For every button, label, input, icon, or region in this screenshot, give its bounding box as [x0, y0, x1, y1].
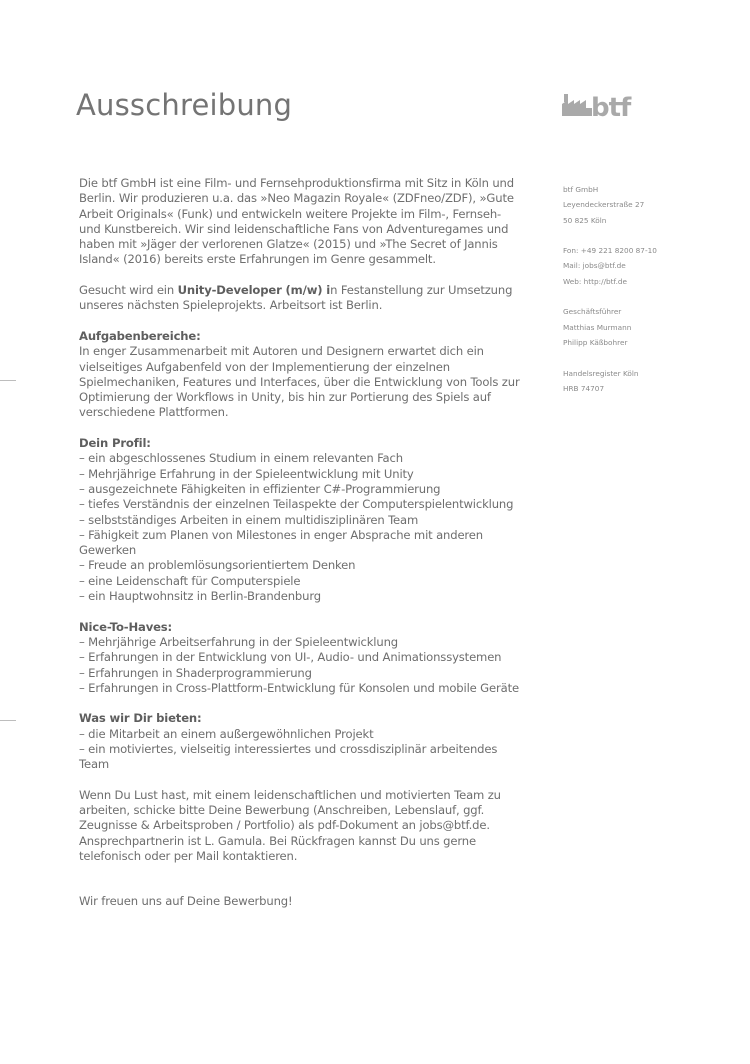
tasks-text: In enger Zusammenarbeit mit Autoren und Designern erwartet dich ein vielseitiges Aufgabenfeld von der Implementierung der einzelnen Spielmechaniken, Features und Interfaces, über die Entwicklung von Tools zur Optimierung der Workflows in Unity, bis hin zur Portierung des Spiels auf verschiedene Plattformen. — [79, 344, 520, 420]
tasks-heading: Aufgabenbereiche: — [79, 328, 201, 343]
list-item: – Mehrjährige Arbeitserfahrung in der Spieleentwicklung — [79, 634, 398, 649]
list-item: – ein Hauptwohnsitz in Berlin-Brandenburg — [79, 589, 321, 604]
list-item: – selbstständiges Arbeiten in einem multidisziplinären Team — [79, 512, 419, 527]
list-item: – ausgezeichnete Fähigkeiten in effizienter C#-Programmierung — [79, 481, 441, 496]
list-item: – ein motiviertes, vielseitig interessiertes und crossdisziplinär arbeitendes Team — [79, 741, 498, 772]
phone: Fon: +49 221 8200 87-10 — [563, 246, 657, 256]
closing-line: Wir freuen uns auf Deine Bewerbung! — [79, 894, 293, 909]
btf-logo — [562, 88, 638, 120]
company-info-sidebar — [563, 182, 713, 411]
offer-list — [79, 727, 524, 773]
offer-heading: Was wir Dir bieten: — [79, 711, 202, 726]
profile-heading: Dein Profil: — [79, 436, 151, 451]
list-item: – Erfahrungen in der Entwicklung von UI-, Audio- und Animationssystemen — [79, 650, 502, 665]
offer-section — [79, 711, 524, 772]
list-item: – tiefes Verständnis der einzelnen Teilaspekte der Computerspielentwicklung — [79, 497, 514, 512]
list-item: – Erfahrungen in Cross-Plattform-Entwicklung für Konsolen und mobile Geräte — [79, 680, 519, 695]
list-item: – Mehrjährige Erfahrung in der Spieleentwicklung mit Unity — [79, 466, 414, 481]
nice-to-have-section — [79, 620, 524, 696]
management-block: Geschäftsführer Matthias Murmann Philipp Käßbohrer — [563, 307, 632, 347]
nice-to-have-list — [79, 635, 524, 696]
fold-mark — [0, 380, 16, 381]
profile-list — [79, 451, 524, 604]
intro-paragraph: Die btf GmbH ist eine Film- und Fernsehproduktionsfirma mit Sitz in Köln und Berlin. Wir produzieren u.a. das »Neo Magazin Royale« (ZDFneo/ZDF), »Gute Arbeit Originals« (Funk) und entwickeln weitere Projekte im Film-, Fernseh- und Kunstbereich. Wir sind leidenschaftliche Fans von Adventuregames und haben mit »Jäger der verlorenen Glatze« (2015) und »The Secret of Jannis Island« (2016) bereits erste Erfahrungen im Genre gesammelt. — [79, 176, 514, 267]
body-text — [79, 176, 524, 925]
search-paragraph: Gesucht wird ein Unity-Developer (m/w) in Festanstellung zur Umsetzung unseres nächsten Spieleprojekts. Arbeitsort ist Berlin. — [79, 283, 513, 313]
list-item: – Fähigkeit zum Planen von Milestones in enger Absprache mit anderen Gewerken — [79, 527, 483, 558]
page-title: Ausschreibung — [76, 88, 293, 122]
fold-mark — [0, 720, 16, 721]
list-item: – Erfahrungen in Shaderprogrammierung — [79, 665, 312, 680]
contact-block — [563, 243, 713, 289]
list-item: – ein abgeschlossenes Studium in einem relevanten Fach — [79, 451, 403, 466]
svg-text:btf: btf — [591, 93, 631, 120]
register-block: Handelsregister Köln HRB 74707 — [563, 368, 639, 393]
email: Mail: jobs@btf.de — [563, 261, 626, 271]
list-item: – die Mitarbeit an einem außergewöhnlichen Projekt — [79, 726, 374, 741]
profile-section — [79, 436, 524, 604]
list-item: – eine Leidenschaft für Computerspiele — [79, 573, 301, 588]
list-item: – Freude an problemlösungsorientiertem Denken — [79, 558, 356, 573]
apply-paragraph: Wenn Du Lust hast, mit einem leidenschaftlichen und motivierten Team zu arbeiten, schicke bitte Deine Bewerbung (Anschreiben, Lebenslauf, ggf. Zeugnisse & Arbeitsproben / Portfolio) als pdf-Dokument an jobs@btf.de. Ansprechpartnerin ist L. Gamula. Bei Rückfragen kannst Du uns gerne telefonisch oder per Mail kontaktieren. — [79, 787, 501, 864]
job-title: Unity-Developer (m/w) i — [177, 283, 331, 298]
address-block: btf GmbH Leyendeckerstraße 27 50 825 Köln — [563, 185, 645, 225]
website: Web: http://btf.de — [563, 276, 628, 286]
nice-to-have-heading: Nice-To-Haves: — [79, 619, 173, 634]
tasks-section — [79, 329, 524, 421]
